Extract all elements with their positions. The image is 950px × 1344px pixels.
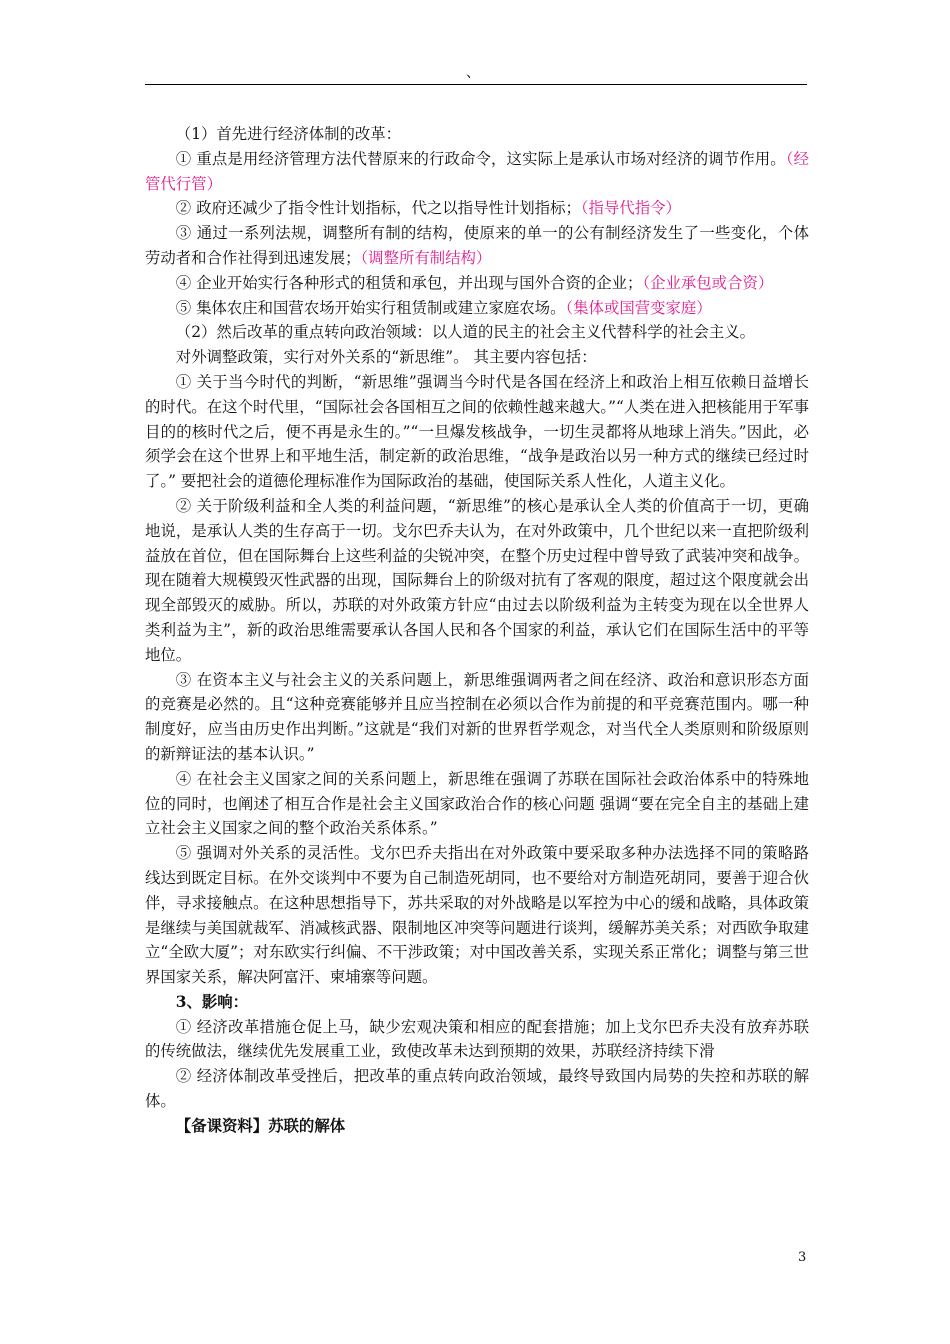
paragraph-text: ① 关于当今时代的判断，“新思维”强调当今时代是各国在经济上和政治上相互依赖日益增长的时代。在这个时代里，“国际社会各国相互之间的依赖性越来越大。”“人类在进入把核能用于军事目的的核时代之后，便不再是永生的。”“一旦爆发核战争，一切生灵都将从地球上消失。”因此，必须学会在这个世界上和平地生活，制定新的政治思维，“战争是政治以另一种方式的继续已经过时了。” 要把社会的道德伦理标准作为国际政治的基础，使国际关系人性化，人道主义化。: [145, 372, 809, 491]
paragraph-text: ② 政府还减少了指令性计划指标，代之以指导性计划指标；: [175, 199, 581, 218]
paragraph: [145, 841, 809, 990]
annotation-note: （集体或国营变家庭）: [565, 298, 712, 317]
paragraph-text: 对外调整政策，实行对外关系的“新思维”。 其主要内容包括：: [175, 348, 597, 367]
page-number: 3: [798, 1250, 807, 1265]
paragraph-text: （1）首先进行经济体制的改革：: [175, 125, 402, 143]
paragraph-text: ③ 通过一系列法规，调整所有制的结构，使原来的单一的公有制经济发生了一些变化，个体劳动者和合作社得到迅速发展；: [145, 224, 809, 267]
paragraph: [145, 122, 809, 147]
header-mark: 、: [466, 65, 480, 81]
paragraph: [145, 320, 809, 345]
annotation-note: （企业承包或合资）: [642, 273, 774, 292]
paragraph-text: ④ 在社会主义国家之间的关系问题上，新思维在强调了苏联在国际社会政治体系中的特殊地位的同时，也阐述了相互合作是社会主义国家政治合作的核心问题 强调“要在完全自主的基础上建立社会主义国家之间的整个政治关系体系。”: [145, 769, 809, 838]
paragraph: [145, 345, 809, 370]
section-heading-text: 【备课资料】苏联的解体: [175, 1116, 346, 1135]
paragraph: [145, 494, 809, 668]
paragraph-text: ⑤ 强调对外关系的灵活性。戈尔巴乔夫指出在对外政策中要采取多种办法选择不同的策略路线达到既定目标。在外交谈判中不要为自己制造死胡同，也不要给对方制造死胡同，要善于迎合伙伴，寻求接触点。在这种思想指导下，苏共采取的对外战略是以军控为中心的缓和战略，具体政策是继续与美国就裁军、消减核武器、限制地区冲突等问题进行谈判，缓解苏美关系；对西欧争取建立“全欧大厦”；对东欧实行纠偏、不干涉政策；对中国改善关系，实现关系正常化；调整与第三世界国家关系，解决阿富汗、柬埔寨等问题。: [145, 844, 809, 987]
paragraph-text: （2）然后改革的重点转向政治领域：以人道的民主的社会主义代替科学的社会主义。: [175, 323, 756, 342]
annotation-note: （调整所有制结构）: [360, 248, 492, 267]
paragraph-text: ① 重点是用经济管理方法代替原来的行政命令，这实际上是承认市场对经济的调节作用。: [175, 149, 786, 168]
section-heading-text: 3、影响：: [175, 992, 249, 1011]
document-body: [145, 122, 809, 1139]
paragraph-text: ② 关于阶级利益和全人类的利益问题，“新思维”的核心是承认全人类的价值高于一切，更确地说，是承认人类的生存高于一切。戈尔巴乔夫认为，在对外政策中，几个世纪以来一直把阶级利益放在首位，但在国际舞台上这些利益的尖锐冲突，在整个历史过程中曾导致了武装冲突和战争。现在随着大规模毁灭性武器的出现，国际舞台上的阶级对抗有了客观的限度，超过这个限度就会出现全部毁灭的威胁。所以，苏联的对外政策方针应“由过去以阶级利益为主转变为现在以全世界人类利益为主”，新的政治思维需要承认各国人民和各个国家的利益，承认它们在国际生活中的平等地位。: [145, 496, 809, 664]
paragraph: [145, 296, 809, 321]
paragraph: [145, 221, 809, 271]
paragraph: [145, 271, 809, 296]
annotation-note: （经管代行管）: [145, 149, 809, 193]
paragraph: [145, 1015, 809, 1065]
paragraph: [145, 767, 809, 841]
header-rule: [145, 84, 807, 85]
paragraph-text: ⑤ 集体农庄和国营农场开始实行租赁制或建立家庭农场。: [175, 298, 566, 317]
section-heading: [145, 1114, 809, 1139]
paragraph-text: ③ 在资本主义与社会主义的关系问题上，新思维强调两者之间在经济、政治和意识形态方面的竞赛是必然的。且“这种竞赛能够并且应当控制在必须以合作为前提的和平竞赛范围内。哪一种制度好，应当由历史作出判断。”这就是“我们对新的世界哲学观念，对当代全人类原则和阶级原则的新辩证法的基本认识。”: [145, 670, 809, 763]
paragraph-text: ② 经济体制改革受挫后，把改革的重点转向政治领域，最终导致国内局势的失控和苏联的解体。: [145, 1067, 809, 1111]
paragraph-text: ④ 企业开始实行各种形式的租赁和承包，并出现与国外合资的企业；: [175, 273, 643, 292]
annotation-note: （指导代指令）: [580, 199, 681, 218]
paragraph: [145, 1064, 809, 1114]
section-heading: [145, 990, 809, 1015]
paragraph: [145, 668, 809, 767]
paragraph-text: ① 经济改革措施仓促上马，缺少宏观决策和相应的配套措施；加上戈尔巴乔夫没有放弃苏联的传统做法，继续优先发展重工业，致使改革未达到预期的效果，苏联经济持续下滑: [145, 1017, 809, 1061]
paragraph: [145, 147, 809, 197]
paragraph: [145, 370, 809, 494]
paragraph: [145, 196, 809, 221]
